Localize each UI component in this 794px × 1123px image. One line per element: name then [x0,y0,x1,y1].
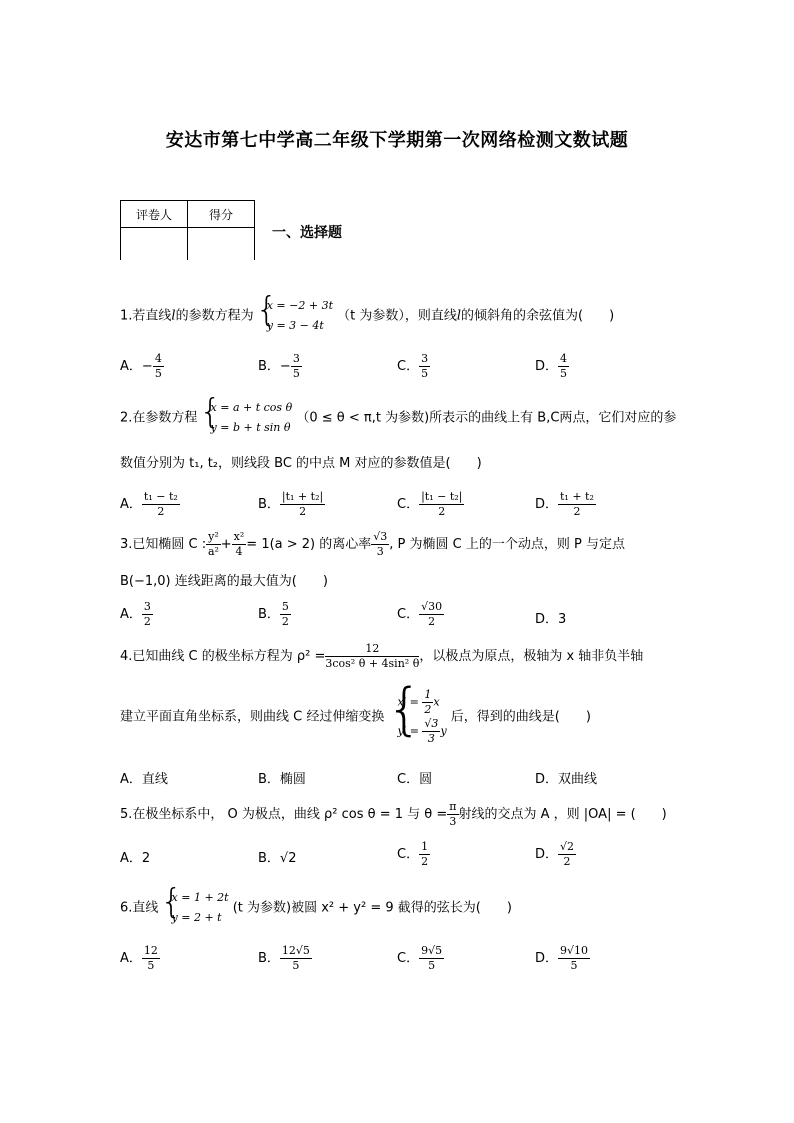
q4-eq2-num: √3 [424,717,439,730]
grader-cell [121,228,188,261]
q3-ecc-num: √3 [373,530,388,543]
q1-c-frac [419,352,430,381]
q6-a-frac [142,944,160,973]
q3-option-d[interactable] [535,608,566,627]
q6-option-a[interactable] [120,944,160,973]
q6-eq1: { x = 1 + 2t [171,891,229,904]
question-3 [120,530,625,559]
q4-transform-eq1 [397,688,446,717]
q3-b-frac [280,600,291,629]
q4-num: 12 [325,642,419,657]
q5-option-d[interactable] [535,840,576,869]
q5-d-den: 2 [563,855,571,868]
q3-a-frac [142,600,153,629]
q1-l: l [171,308,176,324]
q3-b-num: 5 [281,600,289,613]
q2-d-label: D． [535,497,559,512]
q2-a-den: 2 [157,505,165,518]
q6-option-b[interactable] [258,944,312,973]
q6-a-den: 5 [147,959,155,972]
q2-option-d[interactable] [535,490,596,519]
q1-c-num: 3 [421,352,429,365]
q6-a-label: A． [120,951,142,966]
q5-text-post: 射线的交点为 A ，则 |OA| = ( ) [458,807,667,822]
q6-eq2: y = 2 + t [171,911,222,924]
q3-option-c[interactable] [397,600,444,629]
question-2 [120,398,676,438]
grader-header: 评卷人 [121,201,188,228]
q5-d-frac [558,840,576,869]
question-5 [120,800,667,829]
q3-c-num: √30 [421,600,443,613]
q3-d-label: D． [535,612,559,627]
score-header: 得分 [188,201,255,228]
q4-eq1-num: 1 [424,688,432,701]
q3-text-mid: = 1(a > 2) 的离心率 [246,537,372,552]
q3-c-label: C． [397,607,420,622]
q2-c-frac [419,490,464,519]
q3-frac2 [232,530,247,559]
page-title: 安达市第七中学高二年级下学期第一次网络检测文数试题 [165,130,629,151]
q5-a-label: A． [120,851,142,866]
q1-eq2: y = 3 − 4t [266,319,324,332]
q2-option-b[interactable] [258,490,325,519]
q5-c-num: 1 [421,840,429,853]
q5-b-label: B． [258,851,280,866]
q2-option-c[interactable] [397,490,464,519]
q1-b-den: 5 [292,367,300,380]
q5-option-c[interactable] [397,840,430,869]
q3-a-label: A． [120,607,142,622]
q4-option-c[interactable]: C．圆 [397,772,433,787]
q1-b-label: B． [258,359,280,374]
section-heading: 一、选择题 [272,225,342,241]
q3-line2: B(−1,0) 连线距离的最大值为( ) [120,574,328,589]
q1-l-2: l [456,308,462,324]
q4-option-d[interactable]: D．双曲线 [535,772,598,787]
q5-c-den: 2 [421,855,429,868]
question-4 [120,642,643,671]
q4-den: 3cos² θ + 4sin² θ [325,657,420,670]
q1-option-b[interactable] [258,352,302,381]
q4-eq2-frac [422,717,440,746]
q6-c-den: 5 [428,959,436,972]
q2-text-post: （0 ≤ θ < π,t 为参数)所表示的曲线上有 B,C两点，它们对应的参 [296,410,677,426]
q2-eq2: y = b + t sin θ [210,421,291,434]
q2-d-den: 2 [573,505,581,518]
score-cell [188,228,255,261]
q4-line2-pre: 建立平面直角坐标系，则曲线 C 经过伸缩变换 [120,709,385,725]
q3-a-den: 2 [143,615,151,628]
q6-c-label: C． [397,951,420,966]
q6-equation-system [163,888,229,928]
q6-text-post: (t 为参数)被圆 x² + y² = 9 截得的弦长为( ) [232,900,512,916]
q4-eq1-post: x [433,695,440,709]
q5-option-a[interactable] [120,847,150,866]
q4-transform-system [388,688,446,746]
q5-d-label: D． [535,847,559,862]
q1-d-num: 4 [560,352,568,365]
q3-f1-den: a² [207,545,219,558]
q2-c-den: 2 [438,505,446,518]
q1-d-frac [558,352,569,381]
q2-c-label: C． [397,497,420,512]
question-1 [120,296,614,336]
q1-text-post2: 的倾斜角的余弦值为( ) [461,308,615,324]
q5-num: π [449,800,457,813]
q3-b-label: B． [258,607,280,622]
q5-a-value: 2 [141,851,151,866]
q6-b-label: B． [258,951,280,966]
q5-d-num: √2 [560,840,575,853]
q4-eq2-pre: y′ = [397,724,419,738]
q3-ecc-den: 3 [376,545,384,558]
q3-b-den: 2 [281,615,289,628]
q3-option-b[interactable] [258,600,291,629]
q2-d-frac [558,490,596,519]
q3-d-value: 3 [558,612,567,627]
score-table [120,200,255,260]
q5-b-value: √2 [279,851,297,866]
q4-line2-post: 后，得到的曲线是( ) [450,709,591,725]
q2-d-num: t₁ + t₂ [560,490,594,503]
q1-a-num: 4 [154,352,162,365]
q2-line2: 数值分别为 t₁, t₂，则线段 BC 的中点 M 对应的参数值是( ) [120,456,482,471]
q4-line2 [120,688,591,746]
q6-d-num: 9√10 [560,944,589,957]
q2-b-frac [280,490,325,519]
q3-frac1 [206,530,221,559]
q1-option-c[interactable] [397,352,430,381]
q1-a-sign: − [141,359,153,374]
q3-text-post: , P 为椭圆 C 上的一个动点，则 P 与定点 [389,537,625,552]
q4-eq2-den: 3 [427,732,435,745]
q6-d-den: 5 [570,959,578,972]
q4-transform-eq2 [397,717,446,746]
q3-f2-num: x² [233,530,245,543]
q5-c-label: C． [397,847,420,862]
q3-text-pre: 3.已知椭圆 C : [120,537,207,552]
q1-c-den: 5 [421,367,429,380]
q6-c-frac [419,944,444,973]
q6-c-num: 9√5 [421,944,443,957]
q2-eq1: { x = a + t cos θ [210,401,293,414]
q4-eq1-pre: x′ = [397,695,419,709]
q1-a-den: 5 [154,367,162,380]
q1-b-frac [291,352,302,381]
q2-b-den: 2 [299,505,307,518]
q1-eq1: { x = −2 + 3t [266,299,333,312]
q4-option-a[interactable]: A．直线 [120,772,168,787]
q2-a-num: t₁ − t₂ [143,490,178,503]
q4-eq2-post: y [440,724,447,738]
q1-text-pre: 1.若直线 [120,308,172,324]
q1-a-frac [153,352,164,381]
q5-frac [447,800,458,829]
q2-a-label: A． [120,497,142,512]
q6-a-num: 12 [143,944,158,957]
q6-d-label: D． [535,951,559,966]
question-6 [120,888,512,928]
q1-text-post: （t 为参数），则直线 [337,308,457,324]
q4-frac [325,642,419,671]
q3-c-den: 2 [428,615,436,628]
q1-b-num: 3 [292,352,300,365]
q6-b-den: 5 [292,959,300,972]
q2-option-a[interactable] [120,490,180,519]
q6-text-pre: 6.直线 [120,900,159,916]
q3-option-a[interactable] [120,600,153,629]
q1-text-mid: 的参数方程为 [175,308,254,324]
q1-option-a[interactable] [120,352,164,381]
q1-a-label: A． [120,359,142,374]
q1-d-label: D． [535,359,559,374]
q5-den: 3 [449,815,457,828]
q4-text-pre: 4.已知曲线 C 的极坐标方程为 ρ² = [120,649,326,664]
q1-d-den: 5 [560,367,568,380]
q1-b-sign: − [279,359,291,374]
q3-ecc-frac [371,530,389,559]
q5-option-b[interactable] [258,847,296,866]
q3-plus: + [220,537,232,552]
q6-b-frac [280,944,312,973]
q5-c-frac [419,840,430,869]
q4-option-b[interactable]: B．椭圆 [258,772,306,787]
q3-a-num: 3 [143,600,151,613]
q1-c-label: C． [397,359,420,374]
q2-b-label: B． [258,497,280,512]
q6-b-num: 12√5 [281,944,310,957]
q2-b-num: |t₁ + t₂| [281,490,324,503]
q3-c-frac [419,600,444,629]
q4-eq1-den: 2 [424,703,432,716]
q6-d-frac [558,944,590,973]
q3-f2-den: 4 [235,545,243,558]
q6-option-c[interactable] [397,944,444,973]
q6-option-d[interactable] [535,944,590,973]
q1-option-d[interactable] [535,352,569,381]
q2-a-frac [142,490,180,519]
q4-eq1-frac [422,688,433,717]
q1-equation-system [258,296,333,336]
q2-text-pre: 2.在参数方程 [120,410,198,426]
q2-equation-system [202,398,293,438]
q3-f1-num: y² [208,530,219,543]
q5-text-pre: 5.在极坐标系中， O 为极点，曲线 ρ² cos θ = 1 与 θ = [120,807,448,822]
q4-text-post: ，以极点为原点，极轴为 x 轴非负半轴 [419,649,644,664]
q2-c-num: |t₁ − t₂| [421,490,463,503]
